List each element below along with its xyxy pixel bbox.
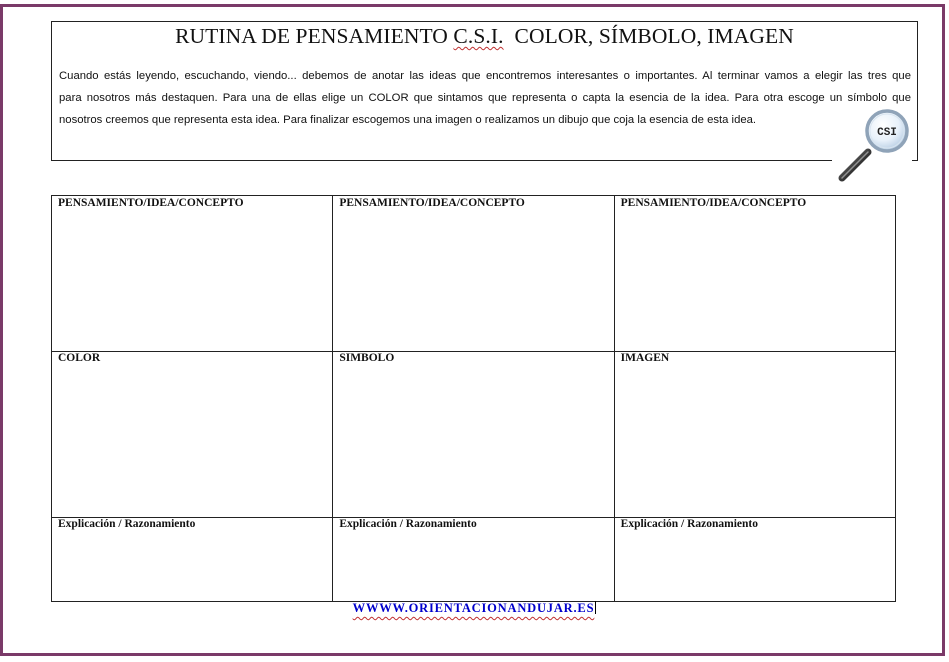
cell-label: IMAGEN [620, 352, 670, 364]
website-link-container [0, 601, 949, 616]
worksheet-table [51, 195, 896, 602]
cell-label: PENSAMIENTO/IDEA/CONCEPTO [620, 197, 807, 209]
website-link[interactable]: WWWW.ORIENTACIONANDUJAR.ES [352, 601, 595, 615]
table-cell[interactable] [614, 196, 895, 351]
cell-label: Explicación / Razonamiento [339, 518, 477, 530]
table-row [52, 351, 895, 518]
table-cell[interactable] [332, 196, 613, 351]
intro-paragraph [59, 65, 911, 131]
page-title [52, 24, 917, 49]
intro-line: para nosotros más destaquen. Para una de ellas elige un COLOR que sintamos que representa o capta la esencia de la idea. Para otra escoge un símbolo que [59, 92, 911, 104]
cell-label: PENSAMIENTO/IDEA/CONCEPTO [58, 197, 244, 209]
title-suffix: COLOR, SÍMBOLO, IMAGEN [503, 24, 794, 48]
table-cell[interactable] [52, 351, 332, 517]
table-row [52, 517, 895, 601]
cell-label: SIMBOLO [339, 352, 395, 364]
magnifier-label: CSI [877, 127, 897, 139]
table-cell[interactable] [52, 517, 332, 601]
cell-label: Explicación / Razonamiento [58, 518, 196, 530]
title-csi: C.S.I. [453, 24, 504, 48]
cell-label: COLOR [58, 352, 101, 364]
header-box [51, 21, 918, 161]
table-cell[interactable] [332, 351, 613, 517]
table-cell[interactable] [614, 351, 895, 517]
table-cell[interactable] [614, 517, 895, 601]
intro-line: Cuando estás leyendo, escuchando, viendo... debemos de anotar las ideas que encontremos interesantes o importantes. Al terminar vamos a elegir las tres que [59, 70, 911, 82]
intro-line: nosotros creemos que representa esta idea. Para finalizar escogemos una imagen o realizamos un dibujo que coja la esencia de esta idea. [59, 114, 757, 126]
magnifying-glass-icon [832, 108, 912, 188]
table-cell[interactable] [332, 517, 613, 601]
table-cell[interactable] [52, 196, 332, 351]
text-cursor [595, 601, 596, 614]
cell-label: PENSAMIENTO/IDEA/CONCEPTO [339, 197, 525, 209]
title-prefix: RUTINA DE PENSAMIENTO [175, 24, 454, 48]
cell-label: Explicación / Razonamiento [620, 518, 759, 530]
table-row [52, 196, 895, 352]
